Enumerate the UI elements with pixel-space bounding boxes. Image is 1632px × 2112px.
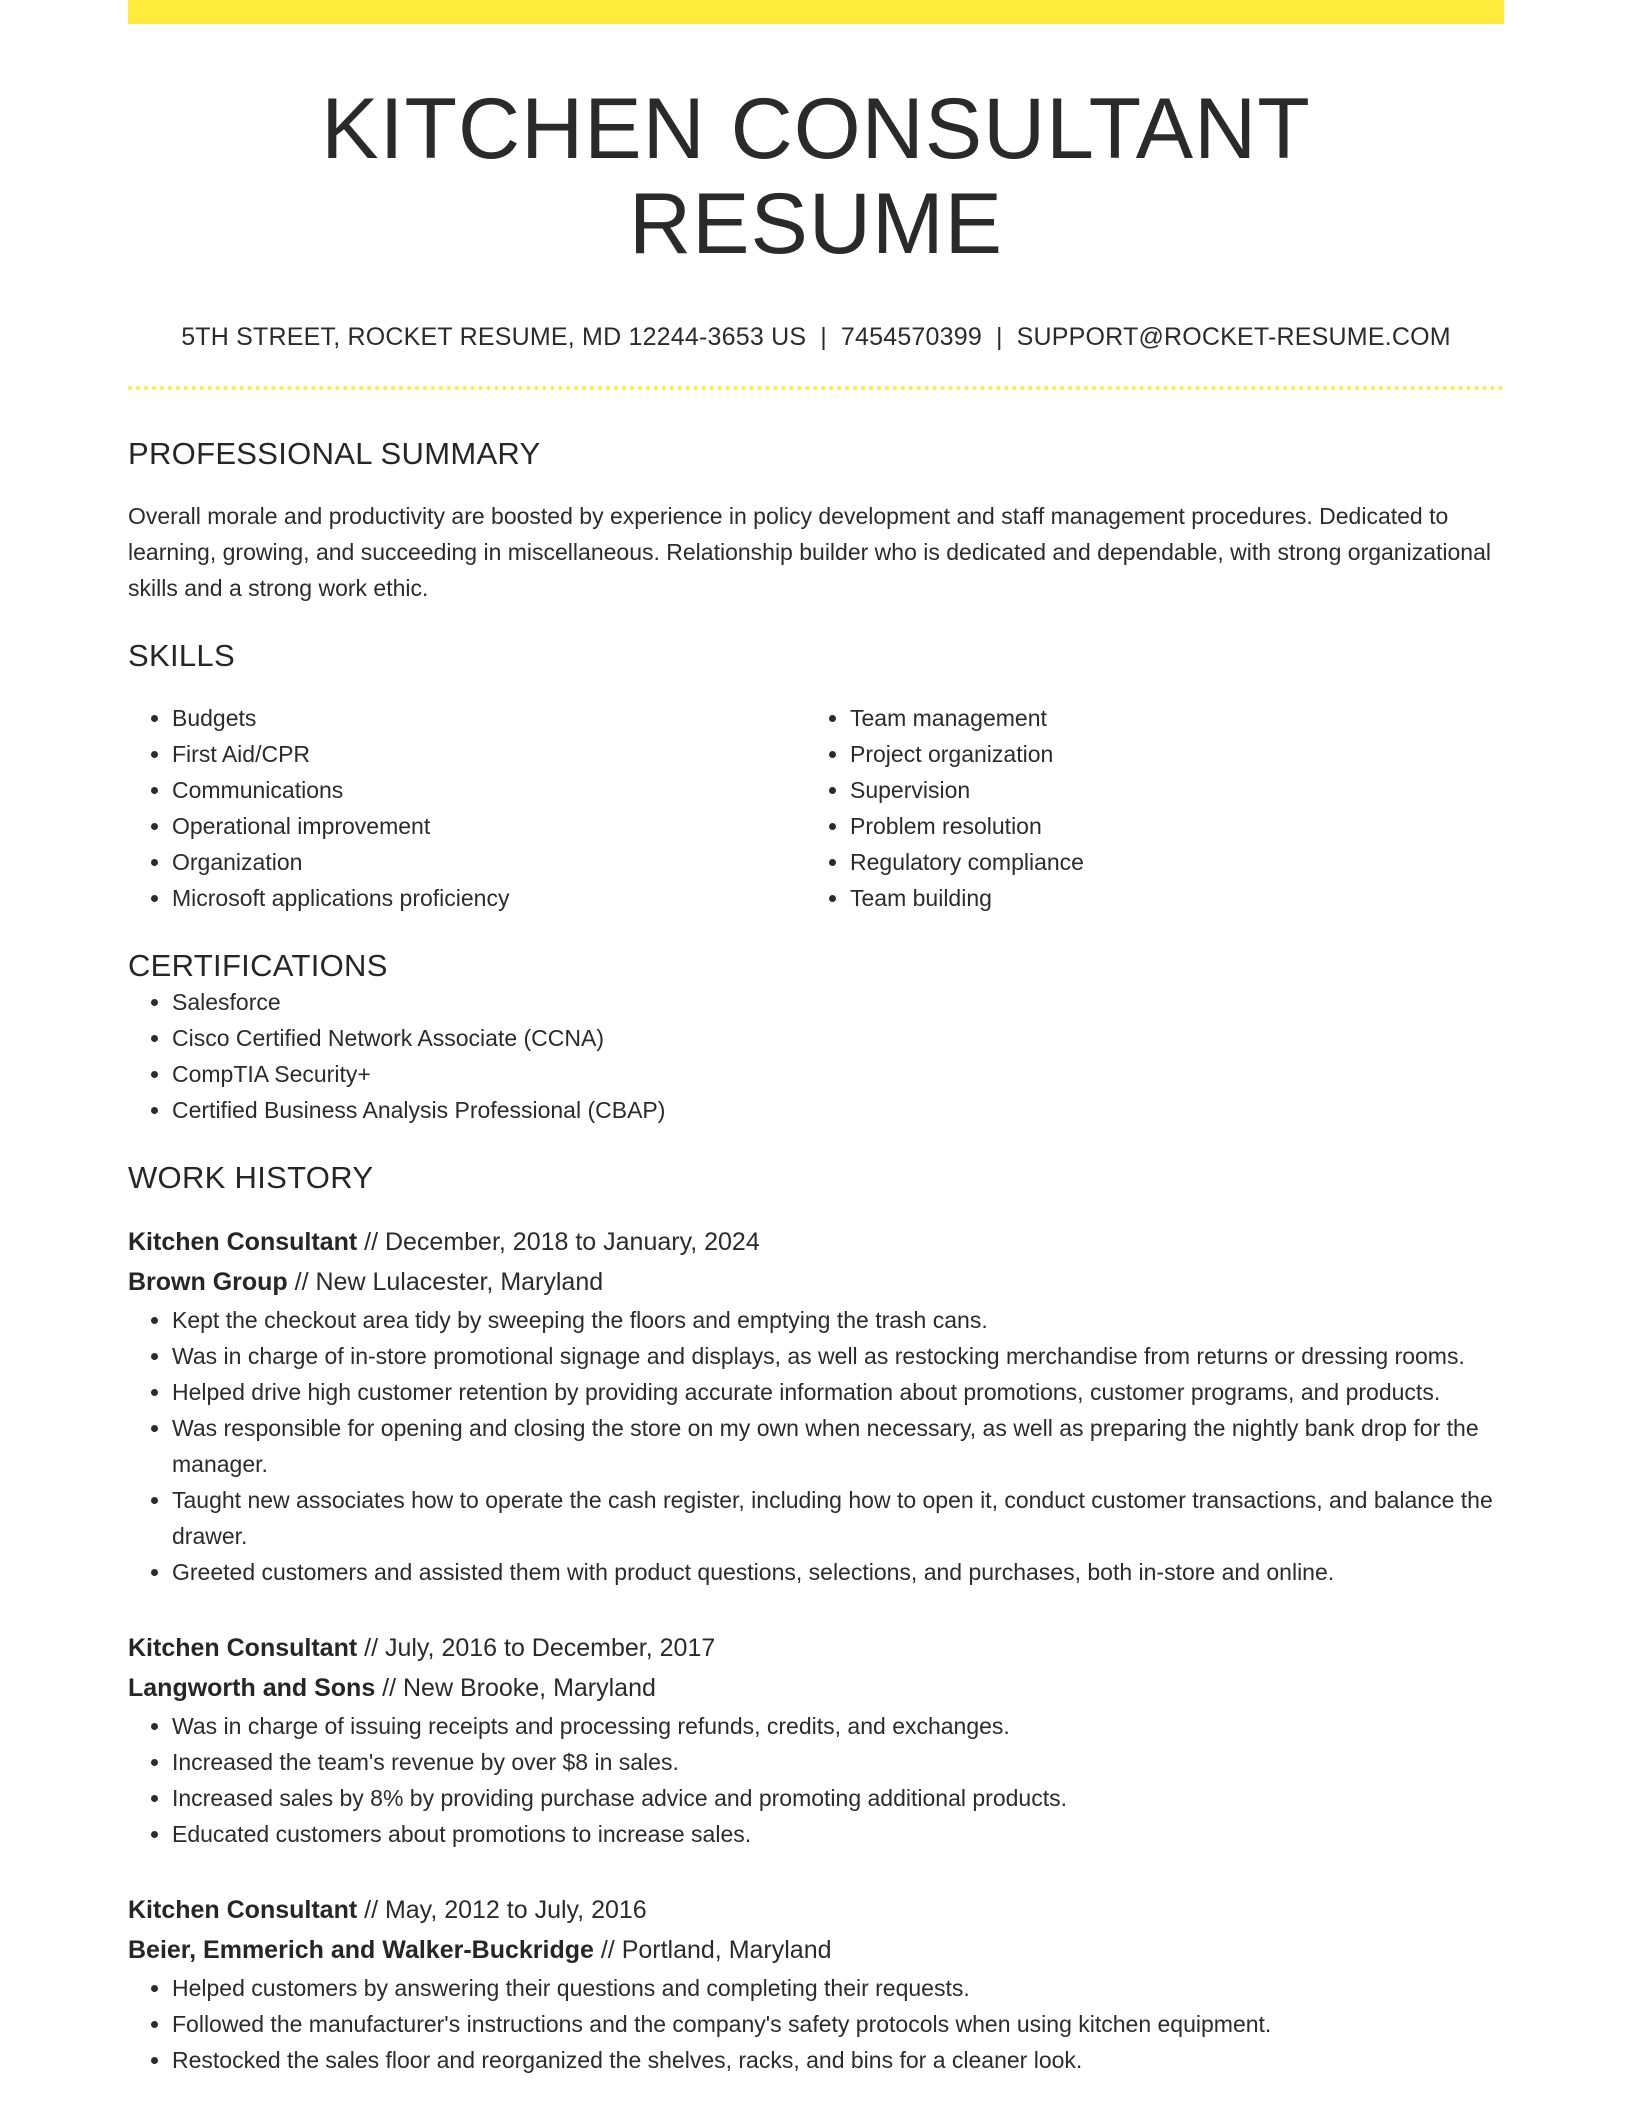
skill-item: • Supervision: [850, 772, 1484, 808]
job-bullet: • Increased sales by 8% by providing purchase advice and promoting additional products.: [172, 1780, 1504, 1816]
job-company: Brown Group: [128, 1268, 288, 1297]
job-bullet: • Was responsible for opening and closing the store on my own when necessary, as well as preparing the nightly bank drop for the manager.: [172, 1410, 1504, 1482]
job-bullet: • Educated customers about promotions to increase sales.: [172, 1816, 1504, 1852]
skills-grid: [128, 700, 1504, 916]
skills-list-right: [806, 700, 1484, 916]
skills-list-left: [128, 700, 806, 916]
skills-column-left: [128, 700, 806, 916]
job-location: // Portland, Maryland: [593, 1936, 832, 1965]
skill-item: • Problem resolution: [850, 808, 1484, 844]
job-bullet: • Was in charge of issuing receipts and processing refunds, credits, and exchanges.: [172, 1708, 1504, 1744]
skill-item: • Regulatory compliance: [850, 844, 1484, 880]
skill-item: • First Aid/CPR: [172, 736, 806, 772]
job-bullets: [128, 1970, 1504, 2078]
resume-title: KITCHEN CONSULTANT RESUME: [321, 81, 1311, 272]
job-role: Kitchen Consultant: [128, 1634, 358, 1663]
job-bullet: • Greeted customers and assisted them with product questions, selections, and purchases, both in-store and online.: [172, 1554, 1504, 1590]
job-location: // New Brooke, Maryland: [375, 1674, 656, 1703]
skill-item: • Budgets: [172, 700, 806, 736]
skill-item: • Operational improvement: [172, 808, 806, 844]
job-company-line: [128, 1262, 1504, 1302]
job-bullet: • Helped drive high customer retention by providing accurate information about promotions, customer programs, and products.: [172, 1374, 1504, 1410]
certification-item: • Salesforce: [172, 984, 1504, 1020]
job-role: Kitchen Consultant: [128, 1228, 358, 1257]
job-bullet: • Restocked the sales floor and reorganized the shelves, racks, and bins for a cleaner look.: [172, 2042, 1504, 2078]
certifications-list: [128, 984, 1504, 1128]
job-entry: [128, 1628, 1504, 1852]
job-entry: [128, 1890, 1504, 2078]
job-role-line: [128, 1222, 1504, 1262]
job-bullet: • Increased the team's revenue by over $8 in sales.: [172, 1744, 1504, 1780]
summary-heading: PROFESSIONAL SUMMARY: [128, 436, 541, 472]
job-role-line: [128, 1890, 1504, 1930]
job-bullet: • Kept the checkout area tidy by sweeping the floors and emptying the trash cans.: [172, 1302, 1504, 1338]
skill-item: • Project organization: [850, 736, 1484, 772]
contact-phone: 7454570399: [840, 323, 982, 352]
certification-item: • Certified Business Analysis Professional (CBAP): [172, 1092, 1504, 1128]
skill-item: • Communications: [172, 772, 806, 808]
work-history-heading: WORK HISTORY: [128, 1160, 374, 1196]
job-bullets: [128, 1708, 1504, 1852]
job-bullets: [128, 1302, 1504, 1590]
job-dates: // July, 2016 to December, 2017: [357, 1634, 716, 1663]
contact-email: SUPPORT@ROCKET-RESUME.COM: [1016, 323, 1451, 352]
job-company-line: [128, 1668, 1504, 1708]
contact-separator: |: [820, 323, 827, 352]
job-bullet: • Taught new associates how to operate the cash register, including how to open it, conduct customer transactions, and balance the drawer.: [172, 1482, 1504, 1554]
certification-item: • CompTIA Security+: [172, 1056, 1504, 1092]
skills-column-right: [806, 700, 1484, 916]
job-company: Langworth and Sons: [128, 1674, 376, 1703]
certifications-heading: CERTIFICATIONS: [128, 948, 388, 984]
job-dates: // May, 2012 to July, 2016: [357, 1896, 647, 1925]
skill-item: • Team management: [850, 700, 1484, 736]
summary-text: Overall morale and productivity are boosted by experience in policy development and staff management procedures. Dedicated to learning, growing, and succeeding in miscellaneous. Relationship builder who is dedicated and dependable, with strong organizational skills and a strong work ethic.: [128, 503, 1491, 602]
resume-page: [128, 0, 1504, 2078]
job-dates: // December, 2018 to January, 2024: [357, 1228, 760, 1257]
accent-top-bar: [128, 0, 1504, 24]
job-company-line: [128, 1930, 1504, 1970]
certification-item: • Cisco Certified Network Associate (CCNA): [172, 1020, 1504, 1056]
job-company: Beier, Emmerich and Walker-Buckridge: [128, 1936, 594, 1965]
contact-separator: |: [995, 323, 1003, 352]
job-role: Kitchen Consultant: [128, 1896, 358, 1925]
skills-heading: SKILLS: [128, 638, 235, 674]
skill-item: • Team building: [850, 880, 1484, 916]
job-bullet: • Was in charge of in-store promotional signage and displays, as well as restocking merchandise from returns or dressing rooms.: [172, 1338, 1504, 1374]
skill-item: • Microsoft applications proficiency: [172, 880, 806, 916]
job-location: // New Lulacester, Maryland: [287, 1268, 604, 1297]
dotted-divider: [128, 386, 1504, 390]
job-role-line: [128, 1628, 1504, 1668]
skill-item: • Organization: [172, 844, 806, 880]
job-bullet: • Helped customers by answering their questions and completing their requests.: [172, 1970, 1504, 2006]
job-bullet: • Followed the manufacturer's instructions and the company's safety protocols when using kitchen equipment.: [172, 2006, 1504, 2042]
job-entry: [128, 1222, 1504, 1590]
contact-line: [128, 323, 1504, 352]
contact-address: 5TH STREET, ROCKET RESUME, MD 12244-3653 US: [181, 323, 807, 352]
